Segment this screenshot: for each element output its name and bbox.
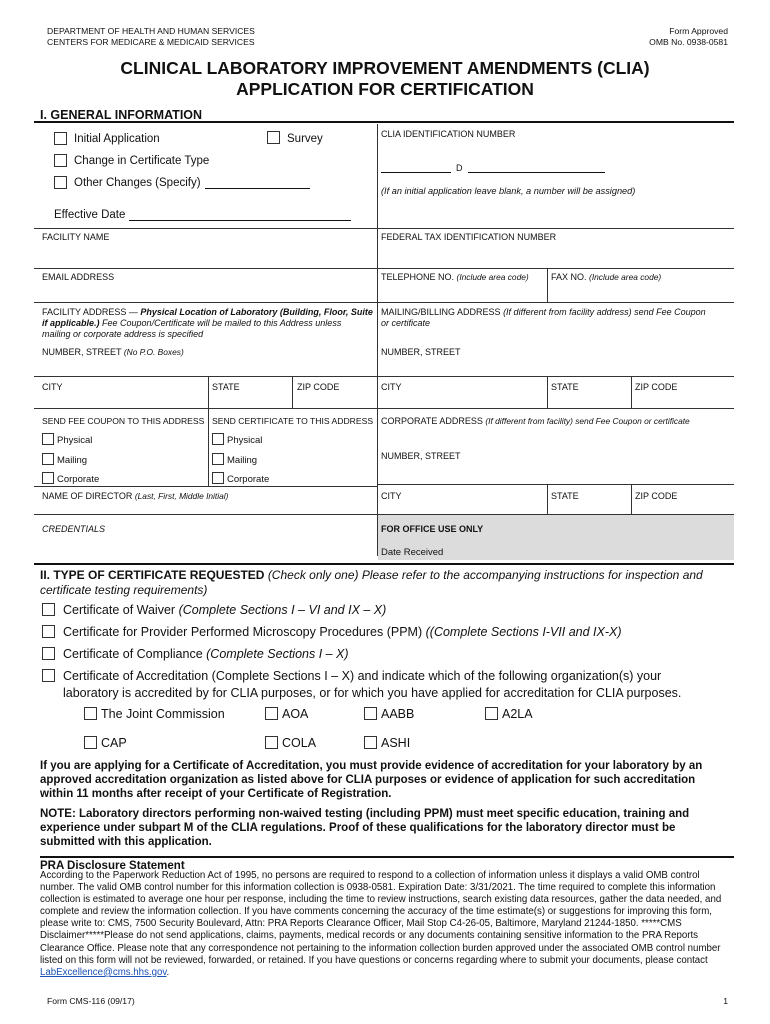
state-zip-divider <box>292 376 293 408</box>
accreditation-label-line-2: laboratory is accredited by for CLIA purposes, or for which you have applied for accreditation for CLIA purposes. <box>63 686 682 700</box>
facility-name-label: FACILITY NAME <box>42 232 110 242</box>
state-label-right: STATE <box>551 382 579 392</box>
corp-state-zip-divider <box>631 484 632 514</box>
clia-id-note: (If an initial application leave blank, a number will be assigned) <box>381 186 636 196</box>
corp-city-label: CITY <box>381 491 402 501</box>
director-note-paragraph: NOTE: Laboratory directors performing non-waived testing (including PPM) must meet specific education, training and experience under subpart M of the CLIA regulations. Proof of these qualifications for the laboratory director must be submitted with this application. <box>40 808 690 848</box>
clia-id-number-field[interactable] <box>468 172 605 173</box>
ppm-checkbox[interactable] <box>42 625 55 638</box>
joint-commission-checkbox[interactable] <box>84 707 97 720</box>
corp-zip-label: ZIP CODE <box>635 491 678 501</box>
agency-line-2: CENTERS FOR MEDICARE & MEDICAID SERVICES <box>47 37 255 47</box>
effective-date-field[interactable] <box>129 220 351 221</box>
other-changes-label: Other Changes (Specify) <box>74 177 201 189</box>
facility-address-label: FACILITY ADDRESS — Physical Location of Laboratory (Building, Floor, Suite if applicable.) Fee Coupon/Certificate will be mailed to this Address unless mailing or corporate address is specified <box>42 307 373 339</box>
aabb-checkbox[interactable] <box>364 707 377 720</box>
effective-date-label: Effective Date <box>54 209 126 221</box>
agency-line-1: DEPARTMENT OF HEALTH AND HUMAN SERVICES <box>47 26 255 36</box>
agency-block <box>47 26 255 48</box>
telephone-label: TELEPHONE NO. (Include area code) <box>381 272 529 282</box>
other-changes-checkbox[interactable] <box>54 176 67 189</box>
form-approved: Form Approved <box>669 26 728 36</box>
other-changes-field[interactable] <box>205 188 310 189</box>
accreditation-checkbox[interactable] <box>42 669 55 682</box>
send-fee-coupon-label: SEND FEE COUPON TO THIS ADDRESS <box>42 416 205 426</box>
ashi-checkbox[interactable] <box>364 736 377 749</box>
state-label-left: STATE <box>212 382 240 392</box>
number-street-left-label: NUMBER, STREET (No P.O. Boxes) <box>42 347 184 357</box>
section-1-column-divider <box>377 124 378 556</box>
cola-label: COLA <box>282 736 317 750</box>
a2la-checkbox[interactable] <box>485 707 498 720</box>
waiver-checkbox[interactable] <box>42 603 55 616</box>
ppm-label: Certificate for Provider Performed Microscopy Procedures (PPM) ((Complete Sections I-VII and IX-X) <box>63 625 622 639</box>
fee-mailing-label: Mailing <box>57 455 88 466</box>
phone-fax-divider <box>547 268 548 302</box>
row-divider <box>377 484 734 485</box>
cap-checkbox[interactable] <box>84 736 97 749</box>
aabb-label: AABB <box>381 707 415 721</box>
joint-commission-label: The Joint Commission <box>101 707 225 721</box>
mailing-address-label: MAILING/BILLING ADDRESS (If different from facility address) send Fee Coupon or certificate <box>381 307 706 328</box>
cert-corporate-label: Corporate <box>227 474 270 485</box>
row-divider <box>34 268 734 269</box>
section-1-heading: I. GENERAL INFORMATION <box>34 107 734 123</box>
number-street-right-label: NUMBER, STREET <box>381 347 461 357</box>
date-received-label: Date Received <box>381 547 444 558</box>
zip-label-left: ZIP CODE <box>297 382 340 392</box>
city-label-left: CITY <box>42 382 63 392</box>
waiver-label: Certificate of Waiver (Complete Sections I – VI and IX – X) <box>63 603 387 617</box>
section-2-heading: II. TYPE OF CERTIFICATE REQUESTED (Check only one) Please refer to the accompanying instructions for inspection and certificate testing requirements) <box>34 563 734 597</box>
email-label: EMAIL ADDRESS <box>42 272 115 282</box>
fee-mailing-checkbox[interactable] <box>42 453 54 465</box>
cert-mailing-label: Mailing <box>227 455 258 466</box>
aoa-label: AOA <box>282 707 309 721</box>
corporate-address-label: CORPORATE ADDRESS (If different from facility) send Fee Coupon or certificate <box>381 416 690 426</box>
credentials-label: CREDENTIALS <box>42 524 106 534</box>
labexcellence-email-link[interactable]: LabExcellence@cms.hhs.gov <box>40 966 167 978</box>
clia-id-d: D <box>456 163 463 173</box>
compliance-label: Certificate of Compliance (Complete Sections I – X) <box>63 647 349 661</box>
cap-label: CAP <box>101 736 127 750</box>
office-use-label: FOR OFFICE USE ONLY <box>381 524 484 534</box>
cert-physical-label: Physical <box>227 435 263 446</box>
corp-city-state-divider <box>547 484 548 514</box>
corp-state-label: STATE <box>551 491 579 501</box>
accreditation-label-line-1: Certificate of Accreditation (Complete Sections I – X) and indicate which of the following organization(s) your <box>63 669 662 683</box>
compliance-checkbox[interactable] <box>42 647 55 660</box>
fee-physical-checkbox[interactable] <box>42 433 54 445</box>
aoa-checkbox[interactable] <box>265 707 278 720</box>
clia-id-label: CLIA IDENTIFICATION NUMBER <box>381 129 516 139</box>
clia-id-prefix-field[interactable] <box>381 172 451 173</box>
number-street-corp-label: NUMBER, STREET <box>381 451 461 461</box>
fee-physical-label: Physical <box>57 435 93 446</box>
row-divider <box>34 486 377 487</box>
row-divider <box>34 376 734 377</box>
cert-physical-checkbox[interactable] <box>212 433 224 445</box>
form-title-line-1: CLINICAL LABORATORY IMPROVEMENT AMENDMENTS (CLIA) <box>120 58 650 78</box>
row-divider <box>34 408 734 409</box>
federal-tax-id-label: FEDERAL TAX IDENTIFICATION NUMBER <box>381 232 557 242</box>
city-state-divider <box>208 376 209 408</box>
state-zip-divider-right <box>631 376 632 408</box>
director-label: NAME OF DIRECTOR (Last, First, Middle Initial) <box>42 491 229 501</box>
fax-label: FAX NO. (Include area code) <box>551 272 662 282</box>
change-certificate-label: Change in Certificate Type <box>74 155 210 167</box>
omb-block <box>649 26 728 48</box>
omb-number: OMB No. 0938-0581 <box>649 37 728 47</box>
cola-checkbox[interactable] <box>265 736 278 749</box>
pra-text: According to the Paperwork Reduction Act of 1995, no persons are required to respond to a collection of information unless it displays a valid OMB control number. The valid OMB control number for this information collection is 0938-0581. Expiration Date: 3/31/2021. The time required to complete this information collection is estimated to average one hour per response, including the time to review instructions, search existing data resources, gather the data needed, and complete and review the information collection. If you have comments concerning the accuracy of the time estimate(s) or suggestions for improving this form, please write to: CMS, 7500 Security Boulevard, Attn: PRA Reports Clearance Officer, Mail Stop C4-26-05, Baltimore, Maryland 21244-1850. *****CMS Disclaimer*****Please do not send applications, claims, payments, medical records or any documents containing sensitive information to the PRA Reports Clearance Office. Please note that any correspondence not pertaining to the information collection burden approved under the associated OMB control number listed on this form will not be reviewed, forwarded, or retained. If you have questions or concerns regarding where to submit your documents, please contact LabExcellence@cms.hhs.gov. <box>40 870 722 978</box>
row-divider <box>34 228 734 229</box>
change-certificate-checkbox[interactable] <box>54 154 67 167</box>
ashi-label: ASHI <box>381 736 411 750</box>
accreditation-evidence-paragraph: If you are applying for a Certificate of Accreditation, you must provide evidence of accreditation for your laboratory by an approved accreditation organization as listed above for CLIA purposes or evidence of application for such accreditation within 11 months after receipt of your Certificate of Registration. <box>40 760 703 800</box>
city-state-divider-right <box>547 376 548 408</box>
pra-title: PRA Disclosure Statement <box>40 856 734 873</box>
page-number: 1 <box>723 996 728 1006</box>
form-number: Form CMS-116 (09/17) <box>47 996 135 1006</box>
a2la-label: A2LA <box>502 707 533 721</box>
city-label-right: CITY <box>381 382 402 392</box>
survey-checkbox[interactable] <box>267 131 280 144</box>
zip-label-right: ZIP CODE <box>635 382 678 392</box>
send-certificate-label: SEND CERTIFICATE TO THIS ADDRESS <box>212 416 374 426</box>
cert-mailing-checkbox[interactable] <box>212 453 224 465</box>
survey-label: Survey <box>287 133 323 145</box>
initial-application-checkbox[interactable] <box>54 132 67 145</box>
cert-corporate-checkbox[interactable] <box>212 472 224 484</box>
initial-application-label: Initial Application <box>74 133 160 145</box>
fee-corporate-checkbox[interactable] <box>42 472 54 484</box>
fee-corporate-label: Corporate <box>57 474 100 485</box>
row-divider <box>34 302 734 303</box>
form-title-line-2: APPLICATION FOR CERTIFICATION <box>236 79 534 99</box>
send-columns-divider <box>208 408 209 486</box>
